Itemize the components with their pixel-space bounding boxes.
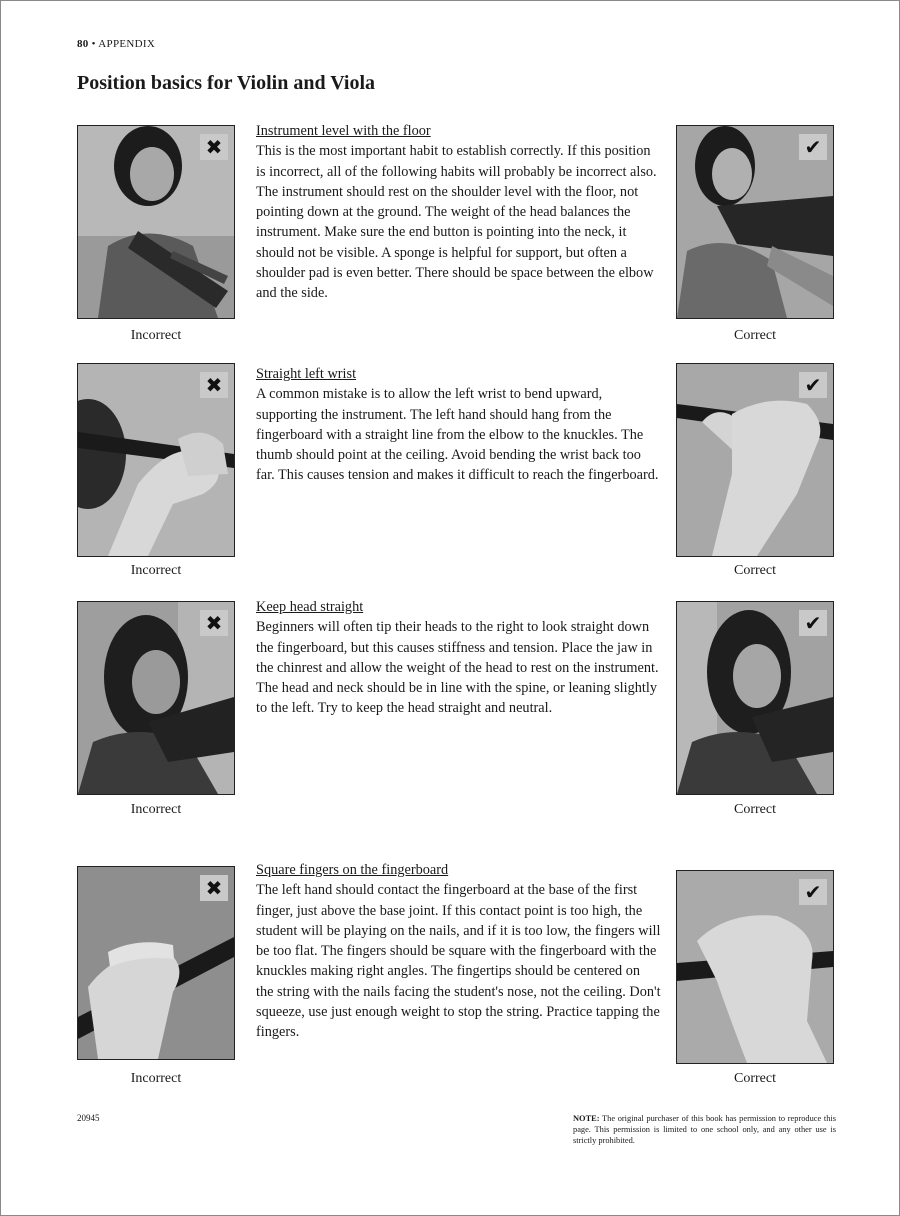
photo-correct-instrument-level [676, 125, 834, 319]
section-text [256, 364, 661, 486]
correct-icon: ✔ [799, 610, 827, 636]
photo-incorrect-wrist [77, 363, 235, 557]
correct-icon: ✔ [799, 372, 827, 398]
caption-correct: Correct [734, 1071, 776, 1086]
section-body: This is the most important habit to establish correctly. If this position is incorrect, all of the following habits will probably be incorrect also. The instrument should rest on the shoulder level with the floor, not pointing down at the ground. The weight of the head balances the instrument. Make sure the end button is pointing into the neck, it should not be visible. A sponge is helpful for support, but often a shoulder pad is even better. There should be space between the elbow and the side. [256, 143, 657, 302]
correct-icon: ✔ [799, 879, 827, 905]
caption-incorrect: Incorrect [130, 802, 182, 817]
section-heading: Instrument level with the floor [256, 123, 431, 139]
section-name: APPENDIX [98, 38, 156, 50]
section-body: A common mistake is to allow the left wrist to bend upward, supporting the instrument. The left hand should hang from the fingerboard with a straight line from the elbow to the knuckles. The thumb should point at the ceiling. Avoid bending the wrist back too far. This causes tension and makes it difficult to reach the fingerboard. [256, 386, 659, 484]
note-label: NOTE: [573, 1114, 600, 1123]
incorrect-icon: ✖ [200, 875, 228, 901]
section-heading: Straight left wrist [256, 366, 357, 382]
section-heading: Keep head straight [256, 599, 364, 615]
photo-correct-head [676, 601, 834, 795]
section-heading: Square fingers on the fingerboard [256, 862, 449, 878]
page-title: Position basics for Violin and Viola [77, 72, 376, 94]
photo-incorrect-head [77, 601, 235, 795]
photo-correct-fingers [676, 870, 834, 1064]
caption-incorrect: Incorrect [130, 1071, 182, 1086]
page-number: 80 [77, 38, 89, 50]
caption-incorrect: Incorrect [130, 563, 182, 578]
caption-incorrect: Incorrect [130, 328, 182, 343]
incorrect-icon: ✖ [200, 610, 228, 636]
section-text [256, 597, 661, 719]
section-body: Beginners will often tip their heads to the right to look straight down the fingerboard, but this causes stiffness and tension. Place the jaw in the chinrest and allow the weight of the head to rest on the instrument. The head and neck should be in line with the spine, or leaning slightly to the left. Try to keep the head straight and neutral. [256, 619, 659, 717]
incorrect-icon: ✖ [200, 372, 228, 398]
correct-icon: ✔ [799, 134, 827, 160]
caption-correct: Correct [734, 563, 776, 578]
section-text [256, 860, 661, 1043]
header-separator: • [91, 38, 96, 50]
note-text: The original purchaser of this book has permission to reproduce this page. This permission is limited to one school only, and any other use is strictly prohibited. [573, 1114, 836, 1145]
caption-correct: Correct [734, 802, 776, 817]
photo-incorrect-instrument-level [77, 125, 235, 319]
section-body: The left hand should contact the fingerboard at the base of the first finger, just above the base joint. If this contact point is too high, the student will be playing on the nails, and if it is too low, the fingers will be too flat. The fingers should be square with the fingerboard with the knuckles making right angles. The fingertips should be centered on the string with the nails facing the student's nose, not the ceiling. Don't squeeze, use just enough weight to stop the string. Practice tapping the fingers. [256, 882, 661, 1041]
incorrect-icon: ✖ [200, 134, 228, 160]
section-text [256, 121, 661, 304]
caption-correct: Correct [734, 328, 776, 343]
photo-incorrect-fingers [77, 866, 235, 1060]
copyright-note [573, 1113, 836, 1146]
photo-correct-wrist [676, 363, 834, 557]
running-head [77, 38, 155, 50]
catalog-code: 20945 [77, 1113, 100, 1123]
